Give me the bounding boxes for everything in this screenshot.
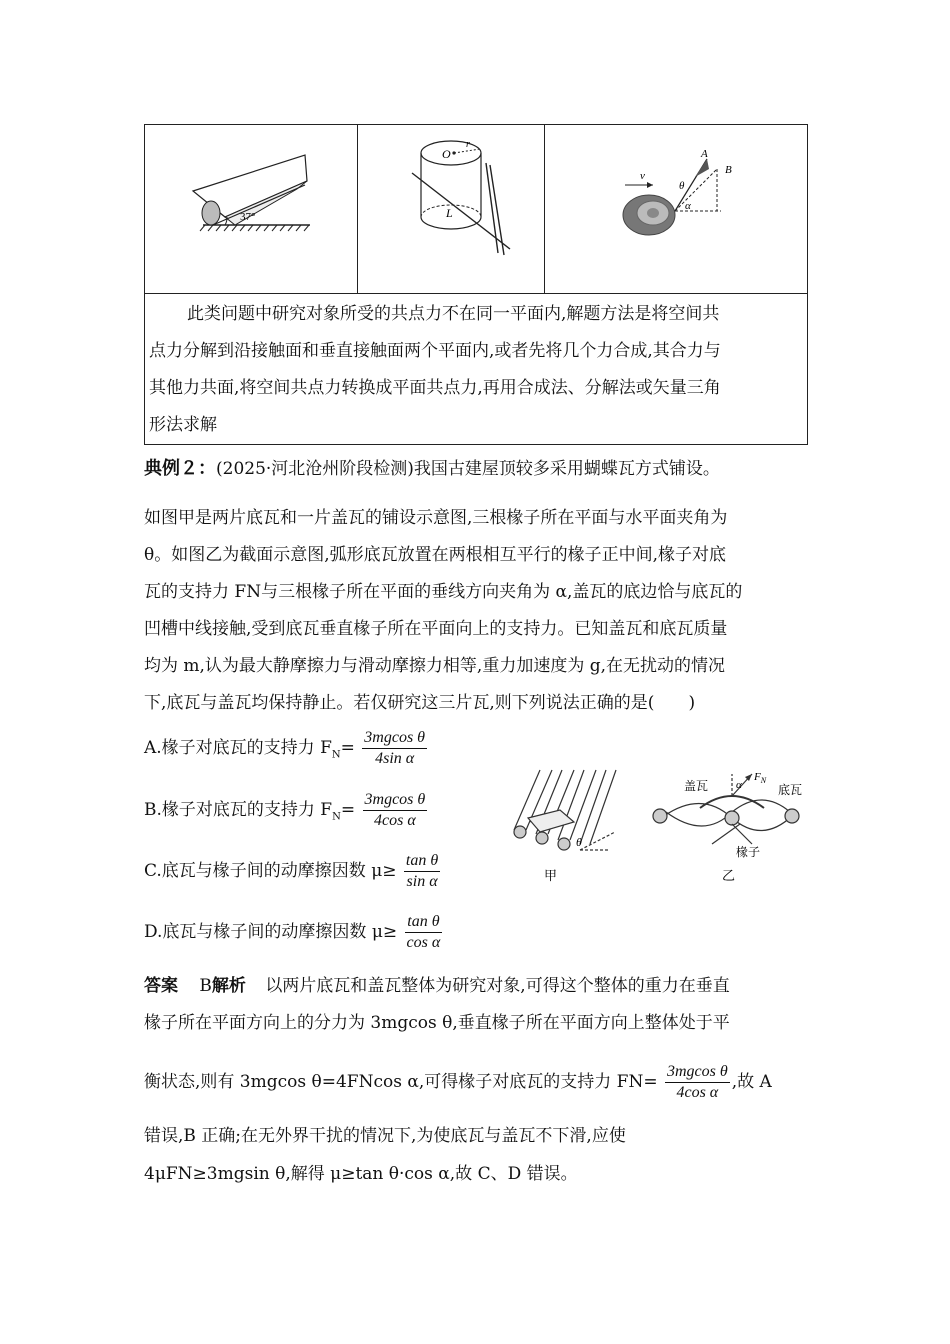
method-note-cell [145,294,808,445]
example-heading [144,450,720,488]
analysis-label: 解析 [211,976,246,996]
answer-choice: B [199,976,212,996]
answer-label: 答案 [144,976,178,996]
fraction-den: 4cos α [374,812,416,829]
point-b-label: B [725,164,732,176]
velocity-label: v [640,170,645,182]
fraction-num: tan θ [404,851,440,872]
answer-text: 衡状态,则有 3mgcos θ=4FNcos α,可得椽子对底瓦的支持力 FN= [144,1072,658,1092]
option-c [144,851,442,892]
answer-line-3 [144,1062,772,1103]
answer-line-5: 4μFN≥3mgsin θ,解得 μ≥tan θ·cos α,故 C、D 错误。 [144,1164,578,1184]
radius-label: r [466,139,470,150]
body-line: 凹槽中线接触,受到底瓦垂直椽子所在平面向上的支持力。已知盖瓦和底瓦质量 [144,619,728,639]
fraction-num: 3mgcos θ [665,1062,730,1083]
option-sub: N [331,749,341,761]
example-label: 典例２： [144,458,216,479]
option-rel: ≥ [382,861,397,881]
figure-cell-incline [145,125,358,294]
option-rel: ≥ [382,922,398,942]
alpha-label: α [736,779,742,791]
center-label: O [442,147,451,161]
answer-line-4: 错误,B 正确;在无外界干扰的情况下,为使底瓦与盖瓦不下滑,应使 [144,1126,626,1146]
figure-cell-wheel [545,125,808,294]
gaiwa-label: 盖瓦 [684,779,709,793]
option-text: C.底瓦与椽子间的动摩擦因数 μ [144,861,383,881]
theta-label: θ [679,180,685,192]
chuanzi-label: 椽子 [736,845,761,859]
figure-cell-cylinder [358,125,545,294]
fraction-num: tan θ [405,912,443,933]
option-fraction [362,728,427,769]
incline-angle-label: 37° [240,211,256,223]
fraction-den: sin α [406,873,438,890]
answer-line-2: 椽子所在平面方向上的分力为 3mgcos θ,垂直椽子所在平面方向上整体处于平 [144,1013,730,1033]
option-text: B.椽子对底瓦的支持力 F [144,800,333,820]
option-fraction [363,790,428,831]
option-text: A.椽子对底瓦的支持力 F [144,738,332,758]
note-line: 点力分解到沿接触面和垂直接触面两个平面内,或者先将几个力合成,其合力与 [149,341,721,361]
answer-fraction [665,1062,730,1103]
point-a-label: A [701,148,708,160]
example-body [144,500,742,722]
option-b [144,790,429,831]
option-text: D.底瓦与椽子间的动摩擦因数 μ [144,922,383,942]
example-source: (2025·河北沧州阶段检测)我国古建屋顶较多采用蝴蝶瓦方式铺设。 [216,459,720,479]
method-note [145,294,807,444]
note-line: 形法求解 [149,415,217,435]
caption-jia: 甲 [544,869,558,884]
body-line: 均为 m,认为最大静摩擦力与滑动摩擦力相等,重力加速度为 g,在无扰动的情况 [144,656,726,676]
incline-cylinder-figure [145,125,357,289]
tile-figure [500,760,820,890]
option-fraction [404,851,440,892]
fraction-num: 3mgcos θ [363,790,428,811]
body-line: 下,底瓦与盖瓦均保持静止。若仅研究这三片瓦,则下列说法正确的是( ) [144,693,696,713]
fraction-den: cos α [406,934,441,951]
fraction-num: 3mgcos θ [362,728,427,749]
answer-text: ,故 A [731,1072,772,1092]
fraction-den: 4sin α [375,750,415,767]
option-fraction [405,912,443,953]
option-sub: N [332,811,341,823]
answer-text: 以两片底瓦和盖瓦整体为研究对象,可得这个整体的重力在垂直 [265,976,730,996]
alpha-label: α [685,200,691,212]
fn-label: $F_N$ [754,771,767,785]
method-table [144,124,808,445]
length-label: L [446,206,453,220]
body-line: 如图甲是两片底瓦和一片盖瓦的铺设示意图,三根椽子所在平面与水平面夹角为 [144,508,728,528]
answer-line-1 [144,968,730,1005]
note-line: 此类问题中研究对象所受的共点力不在同一平面内,解题方法是将空间共 [187,304,720,324]
option-rel: = [340,738,355,758]
wheel-rod-figure [545,125,807,289]
figure-jia [514,770,616,850]
note-line: 其他力共面,将空间共点力转换成平面共点力,再用合成法、分解法或矢量三角 [149,378,721,398]
body-line: θ。如图乙为截面示意图,弧形底瓦放置在两根相互平行的椽子正中间,椽子对底 [144,545,727,565]
diwa-label: 底瓦 [778,783,803,797]
option-d [144,912,444,953]
cylinder-rods-figure [358,125,544,289]
body-line: 瓦的支持力 FN与三根椽子所在平面的垂线方向夹角为 α,盖瓦的底边恰与底瓦的 [144,582,743,602]
caption-yi: 乙 [722,869,736,884]
theta-label: θ [576,835,582,849]
option-a [144,728,429,769]
option-rel: = [340,800,356,820]
fraction-den: 4cos α [676,1084,719,1101]
